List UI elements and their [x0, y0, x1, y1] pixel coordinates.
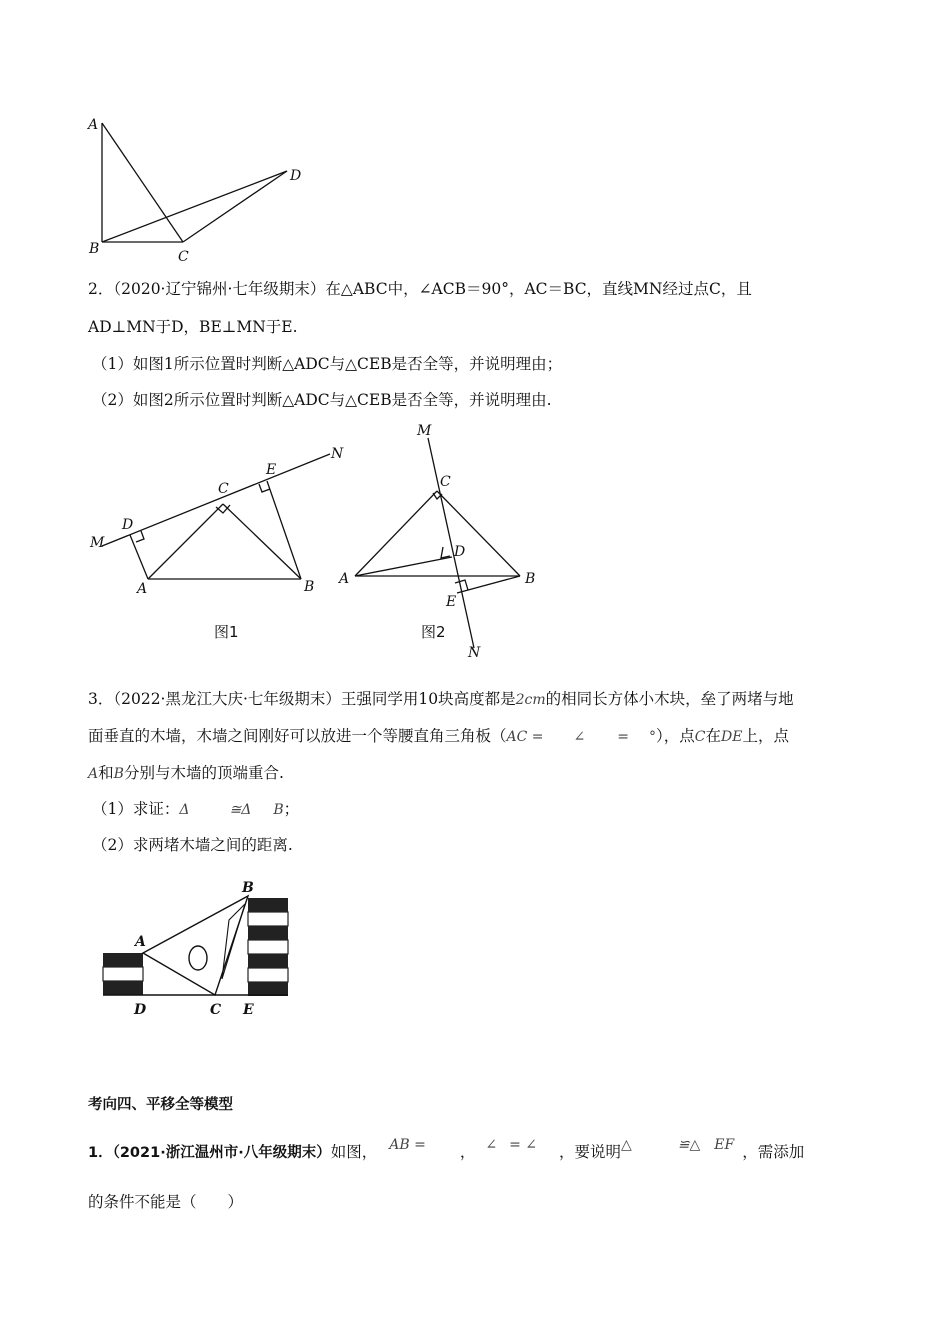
walls-label-c: C [210, 1002, 222, 1018]
q3-line3-math-1: A [88, 766, 99, 782]
fig2-label-e: E [446, 594, 457, 610]
s4-q1-sep: ， [459, 1143, 476, 1161]
right-wall [248, 898, 288, 996]
s4-q1-math-6: EF [714, 1137, 735, 1153]
fig1-label-n: N [331, 446, 344, 462]
q3-line1 [88, 688, 794, 711]
s4-q1-text-b: 如图， [330, 1143, 378, 1161]
q3-line2-text-d: 上，点 [742, 727, 789, 745]
q3-sub1-text-b: ； [283, 800, 300, 818]
s4-q1-text-c: ，要说明 [559, 1143, 622, 1161]
q3-line2-text-a: 面垂直的木墙，木墙之间刚好可以放进一个等腰直角三角板（ [88, 727, 507, 745]
fig1-label-b: B [304, 579, 315, 595]
fig2-label-m: M [417, 423, 432, 439]
walls-label-e: E [243, 1002, 254, 1018]
s4-q1-text-d: ，需添加 [742, 1143, 805, 1161]
q3-line3-text-b: 分别与木墙的顶端重合. [123, 764, 284, 782]
q3-line1-text-b: 的相同长方体小木块，垒了两堵与地 [545, 690, 794, 708]
fig1-label-e: E [266, 462, 277, 478]
left-wall [103, 953, 143, 995]
q3-line2-math-4: ° [649, 729, 656, 745]
q3-line2-math-3: = [617, 729, 629, 745]
fig1-label-m: M [90, 535, 105, 551]
figure-triangle-abcd [80, 108, 340, 268]
q3-line3-math-2: B [113, 766, 124, 782]
s4-q1-math-1: AB = [389, 1137, 426, 1153]
label-c: C [178, 249, 189, 265]
q3-sub1-math-3: B [273, 802, 284, 818]
fig1-label-a: A [137, 581, 148, 597]
q2-sub1: （1）如图1所示位置时判断△ADC与△CEB是否全等，并说明理由； [92, 355, 563, 373]
s4-q1-math-5: ≌△ [677, 1137, 701, 1153]
q3-line2-text-c: 在 [705, 727, 721, 745]
fig2-label-d: D [454, 544, 466, 560]
s4-q1-line2: 的条件不能是（ ） [88, 1193, 244, 1211]
q3-line2-math-2: ∠ [573, 729, 586, 745]
s4-q1-math-3: = ∠ [509, 1137, 537, 1153]
q2-sub2: （2）如图2所示位置时判断△ADC与△CEB是否全等，并说明理由. [92, 391, 552, 409]
q3-line2-math-6: DE [721, 729, 743, 745]
q3-line2-math-1: AC = [506, 729, 544, 745]
s4-q1-source: 1．（2021·浙江温州市·八年级期末） [88, 1145, 331, 1161]
label-b: B [89, 241, 100, 257]
q3-line2 [88, 725, 789, 748]
s4-q1-line1 [88, 1137, 805, 1164]
section-title: 考向四、平移全等模型 [88, 1097, 233, 1113]
s4-q1-math-4: △ [621, 1137, 632, 1153]
fig2-label-c: C [440, 474, 451, 490]
q3-line1-text-a: 3．（2022·黑龙江大庆·七年级期末）王强同学用10块高度都是 [88, 690, 516, 708]
fig1-caption: 图1 [214, 623, 239, 641]
q3-sub1 [92, 798, 299, 821]
figure-2 [335, 418, 555, 663]
q3-sub2: （2）求两堵木墙之间的距离. [92, 836, 293, 854]
fig2-label-b: B [525, 571, 536, 587]
s4-q1-math-2: ∠ [485, 1137, 498, 1153]
figure-1 [84, 440, 354, 650]
figure-walls [92, 876, 312, 1026]
q3-sub1-text-a: （1）求证： [92, 800, 180, 818]
q3-line1-math: 2cm [515, 692, 546, 708]
fig2-label-n: N [468, 645, 481, 661]
fig1-label-d: D [122, 517, 134, 533]
fig2-caption: 图2 [421, 623, 446, 641]
walls-label-b: B [242, 880, 254, 896]
q3-sub1-math-2: ≅Δ [229, 802, 252, 818]
q2-line2: AD⊥MN于D，BE⊥MN于E. [88, 318, 298, 336]
fig1-label-c: C [218, 481, 229, 497]
q3-line2-text-b: ），点 [656, 727, 695, 745]
walls-label-d: D [134, 1002, 147, 1018]
q3-line3-text-a: 和 [98, 764, 114, 782]
fig2-label-a: A [339, 571, 350, 587]
q3-line3 [88, 762, 284, 785]
q3-line2-math-5: C [694, 729, 706, 745]
label-a: A [88, 117, 99, 133]
q2-line1: 2．（2020·辽宁锦州·七年级期末）在△ABC中，∠ACB＝90°，AC＝BC，直线MN经过点C，且 [88, 280, 752, 298]
q3-sub1-math-1: Δ [179, 802, 190, 818]
label-d: D [290, 168, 302, 184]
walls-label-a: A [135, 934, 146, 950]
